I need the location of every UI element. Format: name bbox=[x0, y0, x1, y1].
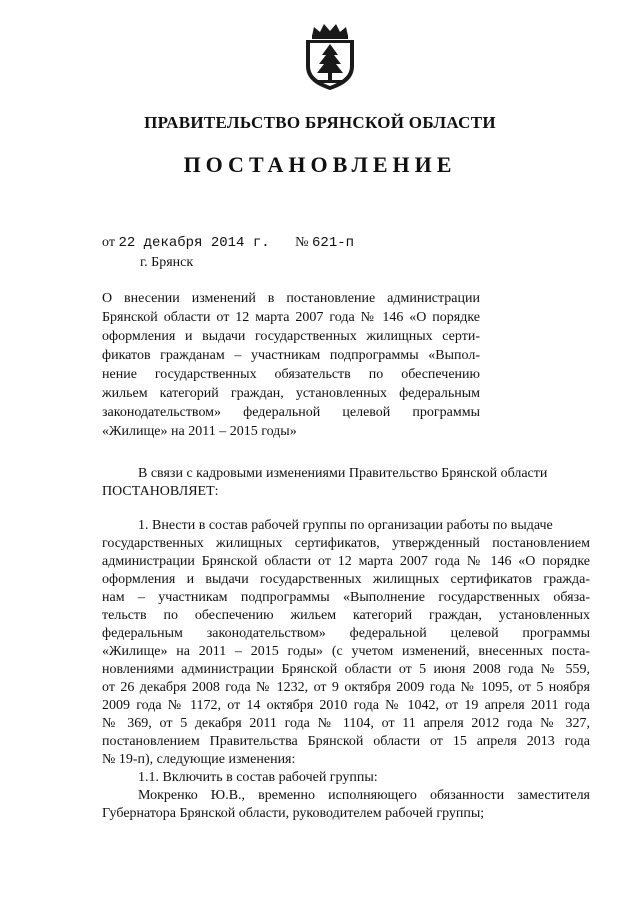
subject-line: жильем категорий граждан, установленных федеральным bbox=[102, 386, 480, 401]
body-line: «Жилище» на 2011 – 2015 годы» (с учетом изменений, внесенных поста- bbox=[102, 644, 590, 659]
body-line: Мокренко Ю.В., временно исполняющего обязанности заместителя bbox=[138, 788, 590, 803]
subject-line: «Жилище» на 2011 – 2015 годы» bbox=[102, 424, 297, 439]
body-line: 2009 года № 1172, от 14 октября 2010 года № 1042, от 19 апреля 2011 года bbox=[102, 698, 590, 713]
date-number-line bbox=[102, 235, 354, 251]
body-line: нам – участникам подпрограммы «Выполнение государственных обяза- bbox=[102, 590, 590, 605]
subject-line: О внесении изменений в постановление администрации bbox=[102, 291, 480, 306]
item-1 bbox=[102, 517, 590, 823]
body-line: администрации Брянской области от 12 марта 2007 года № 146 «О порядке bbox=[102, 554, 590, 569]
number-label: № bbox=[295, 235, 309, 250]
subject-line: законодательством» федеральной целевой программы bbox=[102, 405, 480, 420]
body-line: новлениями администрации Брянской области от 5 июня 2008 года № 559, bbox=[102, 662, 590, 677]
body-line: от 26 декабря 2008 года № 1232, от 9 октября 2009 года № 1095, от 5 ноября bbox=[102, 680, 590, 695]
body-line: № 369, от 5 декабря 2011 года № 1104, от 11 апреля 2012 года № 327, bbox=[102, 716, 590, 731]
document-date: 22 декабря 2014 г. bbox=[118, 235, 270, 251]
body-line: тельств по обеспечению жильем категорий граждан, установленных bbox=[102, 608, 590, 623]
subject-line: нение государственных обязательств по обеспечению bbox=[102, 367, 480, 382]
subject-line: оформления и выдачи государственных жилищных серти- bbox=[102, 329, 480, 344]
body-line: 1. Внести в состав рабочей группы по организации работы по выдаче bbox=[138, 518, 553, 533]
document-type-title: ПОСТАНОВЛЕНИЕ bbox=[183, 152, 457, 177]
from-label: от bbox=[102, 235, 115, 250]
body-line: государственных жилищных сертификатов, утвержденный постановлением bbox=[102, 536, 590, 551]
government-title: ПРАВИТЕЛЬСТВО БРЯНСКОЙ ОБЛАСТИ bbox=[144, 113, 496, 132]
body-line: Губернатора Брянской области, руководителем рабочей группы; bbox=[102, 806, 485, 821]
body-line: ПОСТАНОВЛЯЕТ: bbox=[102, 484, 219, 499]
subject-line: Брянской области от 12 марта 2007 года № 146 «О порядке bbox=[102, 310, 480, 325]
body-line: федеральным законодательством» федеральной целевой программы bbox=[102, 626, 590, 641]
body-line: постановлением Правительства Брянской области от 15 апреля 2013 года bbox=[102, 734, 590, 749]
item-1-1: 1.1. Включить в состав рабочей группы: bbox=[138, 770, 378, 785]
document-number: 621-п bbox=[312, 235, 355, 251]
body-line: № 19-п), следующие изменения: bbox=[102, 752, 296, 767]
body-line: оформления и выдачи государственных жилищных сертификатов гражда- bbox=[102, 572, 590, 587]
preamble bbox=[102, 465, 590, 501]
coat-of-arms-icon bbox=[302, 22, 358, 92]
subject-line: фикатов гражданам – участникам подпрограммы «Выпол- bbox=[102, 348, 480, 363]
document-subject bbox=[102, 289, 480, 441]
city: г. Брянск bbox=[140, 255, 194, 270]
body-line: В связи с кадровыми изменениями Правительство Брянской области bbox=[138, 466, 548, 481]
